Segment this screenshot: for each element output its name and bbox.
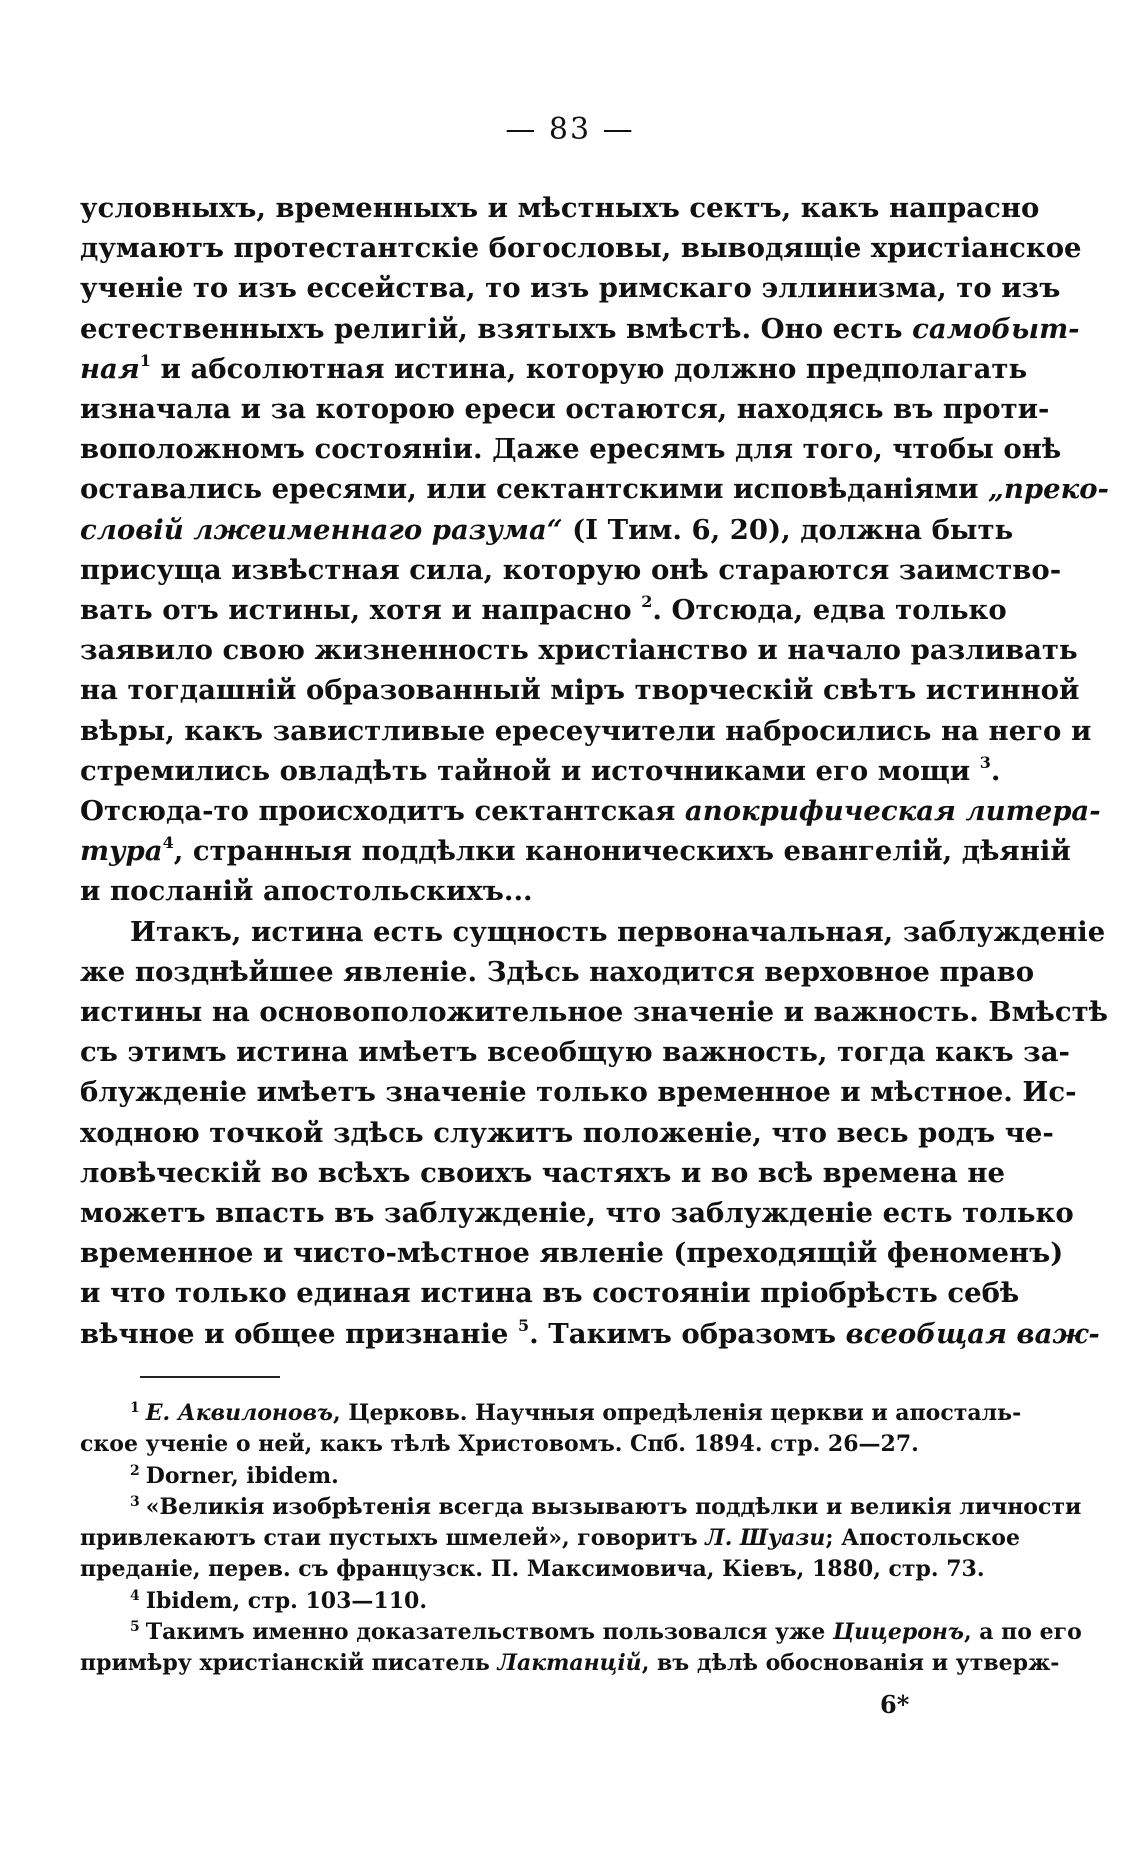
text-line: на тогдашній образованный міръ творческій свѣтъ истинной: [80, 674, 1080, 707]
footnote-line: $^2$ Dorner, ibidem.: [130, 1462, 339, 1489]
text-line: заявило свою жизненность христіанство и начало разливать: [80, 634, 1078, 667]
main-text: [80, 188, 1109, 1354]
text-line: и что только единая истина въ состояніи пріобрѣсть себѣ: [80, 1277, 1020, 1310]
text-line: условныхъ, временныхъ и мѣстныхъ сектъ, какъ напрасно: [80, 192, 1040, 224]
text-line: словій лжеименнаго разума“ (I Тим. 6, 20), должна быть: [80, 513, 1014, 546]
text-line: временное и чисто-мѣстное явленіе (преходящій феноменъ): [80, 1237, 1064, 1270]
text-line: Отсюда-то происходитъ сектантская апокрифическая литера-: [80, 795, 1101, 828]
text-line: думаютъ протестантскіе богословы, выводящіе христіанское: [80, 232, 1082, 265]
signature-mark: 6*: [880, 1690, 910, 1719]
footnote-line: привлекаютъ стаи пустыхъ шмелей», говоритъ Л. Шуази; Апостольское: [80, 1525, 1020, 1552]
text-line: воположномъ состояніи. Даже ересямъ для того, чтобы онѣ: [80, 433, 1062, 466]
text-line: тура$^4$, странныя поддѣлки каноническихъ евангелій, дѣяній: [80, 833, 1071, 868]
footnote-divider: [140, 1376, 280, 1378]
footnote-mark: 4: [130, 1587, 140, 1604]
text-line: ная$^1$ и абсолютная истина, которую должно предполагать: [80, 350, 1028, 385]
footnote-mark: 1: [130, 1400, 140, 1416]
text-line: Итакъ, истина есть сущность первоначальная, заблужденіе: [130, 915, 1106, 948]
text-line: присуща извѣстная сила, которую онѣ стараются заимство-: [80, 553, 1062, 586]
footnote-ref: 5: [518, 1315, 530, 1335]
text-line: вать отъ истины, хотя и напрасно $^2$. Отсюда, едва только: [80, 592, 1007, 627]
text-line: изначала и за которою ереси остаются, находясь въ проти-: [80, 393, 1050, 426]
footnote-line: примѣру христіанскій писатель Лактанцій, въ дѣлѣ обоснованія и утверж-: [80, 1650, 1060, 1677]
text-line: и посланій апостольскихъ...: [80, 875, 533, 908]
footnote-ref: 3: [979, 752, 991, 772]
footnotes: [80, 1398, 1082, 1680]
text-line: вѣры, какъ завистливые ересеучители набросились на него и: [80, 714, 1092, 747]
footnote-line: $^3$ «Великія изобрѣтенія всегда вызываютъ поддѣлки и великія личности: [130, 1493, 1082, 1520]
page-number: — 83 —: [505, 112, 635, 147]
text-line: оставались ересями, или сектантскими исповѣданіями „преко-: [80, 473, 1109, 506]
text-line: же позднѣйшее явленіе. Здѣсь находится верховное право: [80, 955, 1035, 988]
text-line: ученіе то изъ ессейства, то изъ римскаго эллинизма, то изъ: [80, 272, 1061, 305]
text-line: блужденіе имѣетъ значеніе только временное и мѣстное. Ис-: [80, 1076, 1077, 1109]
text-line: можетъ впасть въ заблужденіе, что заблужденіе есть только: [80, 1197, 1074, 1230]
text-line: ловѣческій во всѣхъ своихъ частяхъ и во всѣ времена не: [80, 1156, 1005, 1189]
footnote-line: преданіе, перев. съ французск. П. Максимовича, Кіевъ, 1880, стр. 73.: [80, 1556, 985, 1583]
footnote-ref: 1: [139, 350, 151, 370]
text-line: истины на основоположительное значеніе и важность. Вмѣстѣ: [80, 996, 1108, 1029]
footnote-line: $^4$ Ibidem, стр. 103—110.: [130, 1587, 427, 1614]
text-line: ходною точкой здѣсь служитъ положеніе, что весь родъ че-: [80, 1116, 1054, 1149]
footnote-line: $^5$ Такимъ именно доказательствомъ пользовался уже Цицеронъ, а по его: [130, 1619, 1082, 1646]
text-line: вѣчное и общее признаніе $^5$. Такимъ образомъ всеобщая важ-: [80, 1315, 1100, 1350]
footnote-ref: 4: [162, 833, 174, 853]
footnote-mark: 3: [130, 1493, 140, 1510]
footnote-line: $^1$ Е. Аквилоновъ, Церковь. Научныя опредѣленія церкви и апосталь-: [130, 1400, 1022, 1426]
footnote-mark: 2: [130, 1462, 140, 1479]
text-line: естественныхъ религій, взятыхъ вмѣстѣ. Оно есть самобыт-: [80, 312, 1080, 345]
footnote-mark: 5: [130, 1619, 140, 1636]
footnote-line: ское ученіе о ней, какъ тѣлѣ Христовомъ. Спб. 1894. стр. 26—27.: [80, 1431, 919, 1458]
text-line: стремились овладѣть тайной и источниками его мощи $^3$.: [80, 752, 1001, 787]
text-line: съ этимъ истина имѣетъ всеобщую важность, тогда какъ за-: [80, 1036, 1070, 1069]
footnote-ref: 2: [641, 592, 653, 612]
